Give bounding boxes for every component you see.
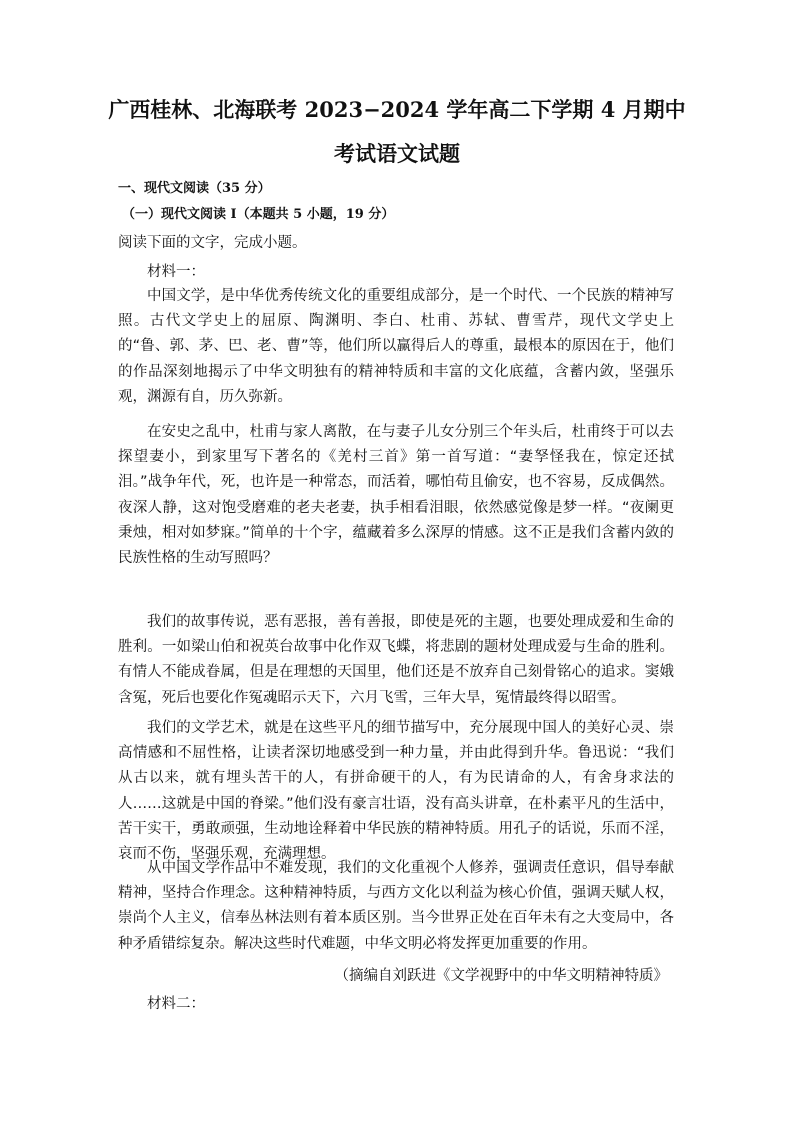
source-citation: （摘编自刘跃进《文学视野中的中华文明精神特质》 xyxy=(334,968,668,984)
reading-instruction: 阅读下面的文字，完成小题。 xyxy=(118,235,307,251)
document-title-line-2: 考试语文试题 xyxy=(334,141,460,166)
paragraph-3: 我们的故事传说，恶有恶报，善有善报，即使是死的主题，也要处理成爱和生命的胜利。一如梁山伯和祝英台故事中化作双飞蝶，将悲剧的题材处理成爱与生命的胜利。有情人不能成眷属，但是在理想的天国里，他们还是不放弃自己刻骨铭心的追求。窦娥含冤，死后也要化作冤魂昭示天下，六月飞雪，三年大旱，冤情最终得以昭雪。 xyxy=(118,614,674,706)
material-two-label: 材料二： xyxy=(147,996,205,1012)
section-heading: 一、现代文阅读（35 分） xyxy=(118,181,271,196)
material-one-label: 材料一： xyxy=(147,264,205,280)
document-title-line-1: 广西桂林、北海联考 2023−2024 学年高二下学期 4 月期中 xyxy=(108,97,686,122)
subsection-heading: （一）现代文阅读 I（本题共 5 小题，19 分） xyxy=(122,207,395,222)
paragraph-4: 我们的文学艺术，就是在这些平凡的细节描写中，充分展现中国人的美好心灵、崇高情感和不屈性格，让读者深切地感受到一种力量，并由此得到升华。鲁迅说：“我们从古以来，就有埋头苦干的人，有拼命硬干的人，有为民请命的人，有舍身求法的人……这就是中国的脊梁。”他们没有豪言壮语，没有高头讲章，在朴素平凡的生活中，苦干实干，勇敢顽强，生动地诠释着中华民族的精神特质。用孔子的话说，乐而不淫，哀而不伤，坚强乐观，充满理想。 xyxy=(118,720,674,863)
paragraph-5: 从中国文学作品中不难发现，我们的文化重视个人修养，强调责任意识，倡导奉献精神，坚持合作理念。这种精神特质，与西方文化以利益为核心价值，强调天赋人权，崇尚个人主义，信奉丛林法则有着本质区别。当今世界正处在百年未有之大变局中，各种矛盾错综复杂。解决这些时代难题，中华文明必将发挥更加重要的作用。 xyxy=(118,860,674,952)
paragraph-1: 中国文学，是中华优秀传统文化的重要组成部分，是一个时代、一个民族的精神写照。古代文学史上的屈原、陶渊明、李白、杜甫、苏轼、曹雪芹，现代文学史上的“鲁、郭、茅、巴、老、曹”等，他们所以赢得后人的尊重，最根本的原因在于，他们的作品深刻地揭示了中华文明独有的精神特质和丰富的文化底蕴，含蓄内敛，坚强乐观，渊源有自，历久弥新。 xyxy=(118,288,674,405)
paragraph-2: 在安史之乱中，杜甫与家人离散，在与妻子儿女分别三个年头后，杜甫终于可以去探望妻小，到家里写下著名的《羌村三首》第一首写道：“妻孥怪我在，惊定还拭泪。”战争年代，死，也许是一种常态，而活着，哪怕苟且偷安，也不容易，反成偶然。夜深人静，这对饱受磨难的老夫老妻，执手相看泪眼，依然感觉像是梦一样。“夜阑更秉烛，相对如梦寐。”简单的十个字，蕴藏着多么深厚的情感。这不正是我们含蓄内敛的民族性格的生动写照吗？ xyxy=(118,424,674,567)
